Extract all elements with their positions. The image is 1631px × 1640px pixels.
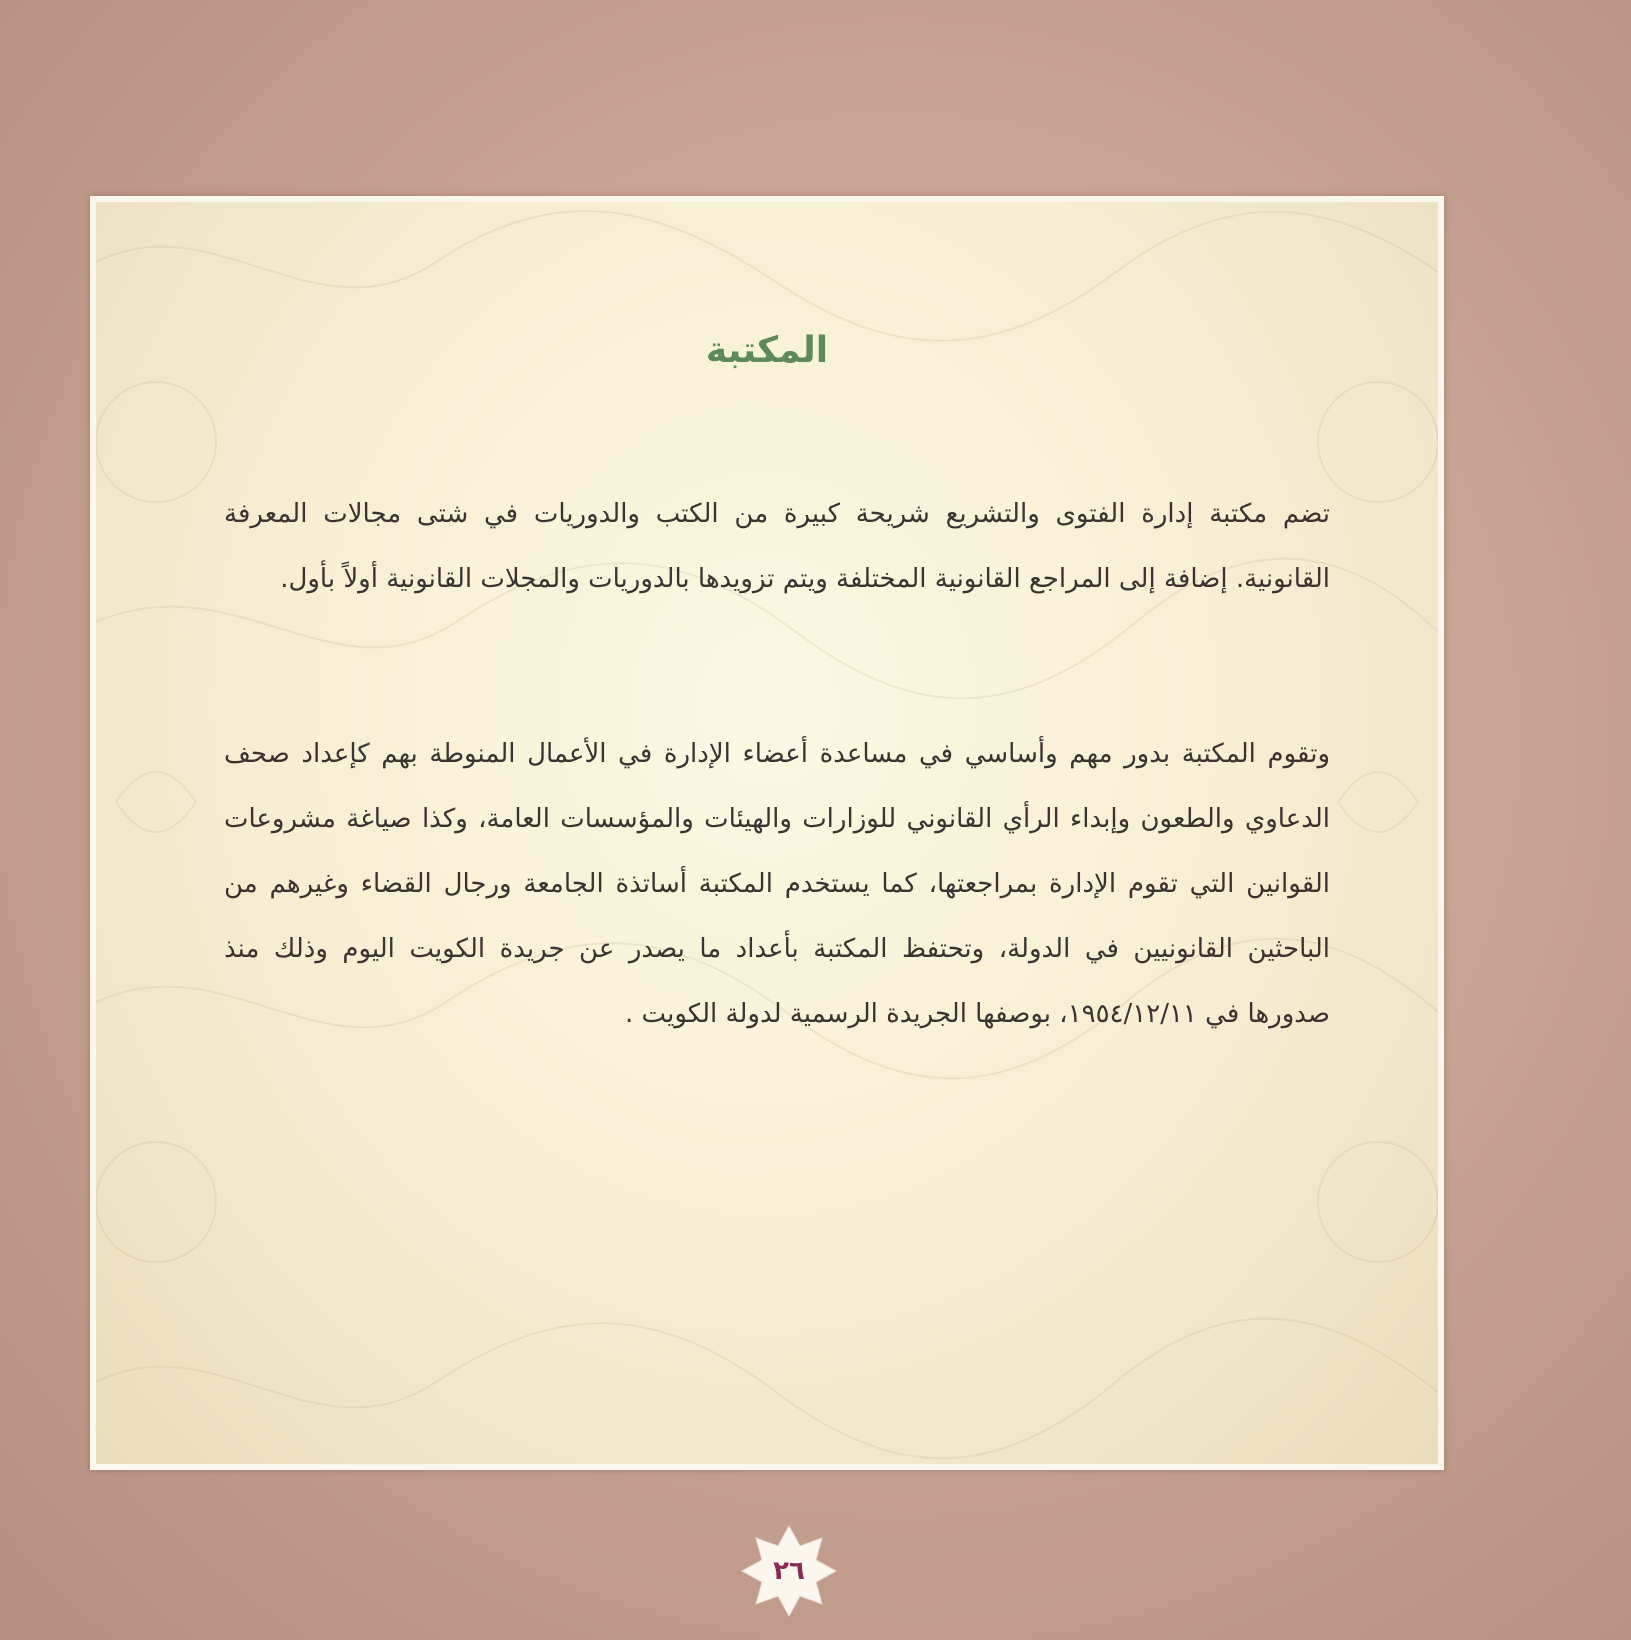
paragraph-role: وتقوم المكتبة بدور مهم وأساسي في مساعدة أعضاء الإدارة في الأعمال المنوطة بهم كإعداد صحف الدعاوي والطعون وإبداء الرأي القانوني للوزارات والهيئات والمؤسسات العامة، وكذا صياغة مشروعات القوانين التي تقوم الإدارة بمراجعتها، كما يستخدم المكتبة أساتذة الجامعة ورجال القضاء وغيرهم من الباحثين القانونيين في الدولة، وتحتفظ المكتبة بأعداد ما يصدر عن جريدة الكويت اليوم وذلك منذ صدورها في ١٩٥٤/١٢/١١، بوصفها الجريدة الرسمية لدولة الكويت . xyxy=(224,739,1330,1029)
paragraph-intro: تضم مكتبة إدارة الفتوى والتشريع شريحة كبيرة من الكتب والدوريات في شتى مجالات المعرفة القانونية. إضافة إلى المراجع القانونية المختلفة ويتم تزويدها بالدوريات والمجلات القانونية أولاً بأول. xyxy=(224,499,1330,594)
content-panel xyxy=(90,196,1444,1470)
page-number: ٢٦ xyxy=(773,1556,805,1586)
page-number-badge xyxy=(740,1522,838,1620)
page-title: المكتبة xyxy=(705,330,829,371)
